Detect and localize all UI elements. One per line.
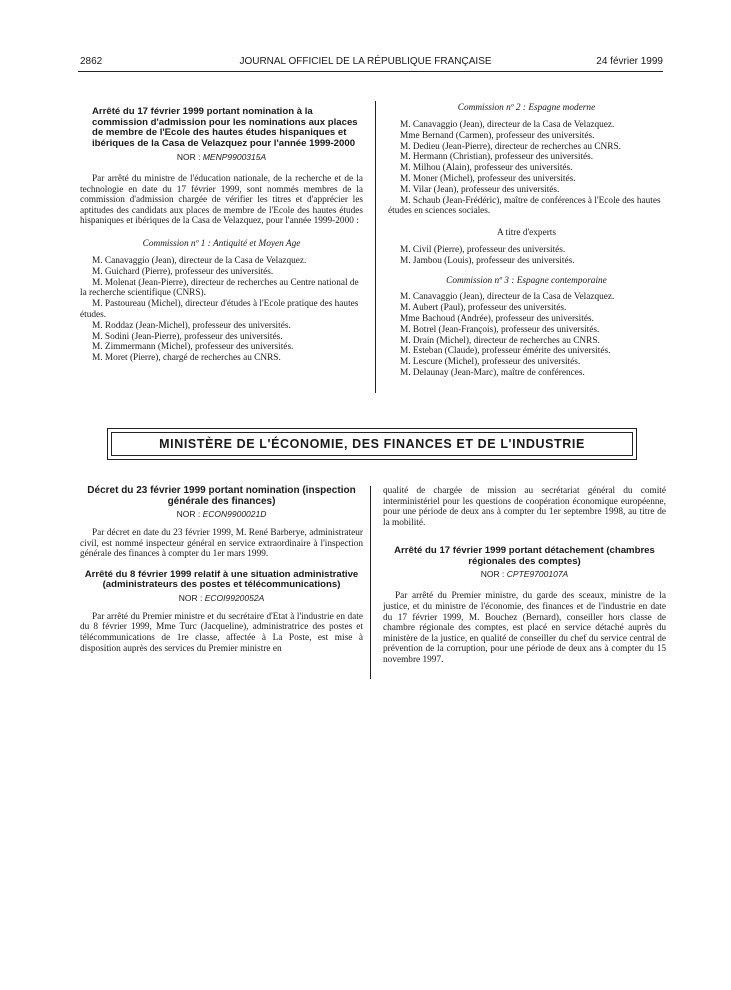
commission-2-title: Commission nº 2 : Espagne moderne xyxy=(457,103,596,113)
list-item: M. Hermann (Christian), professeur des universités. xyxy=(400,152,594,163)
list-item: M. Canavaggio (Jean), directeur de la Casa de Velazquez. xyxy=(400,292,615,303)
article-2-body: Par décret en date du 23 février 1999, M. René Barberye, administrateur civil, est nommé inspecteur général en service extraordinaire à l'inspection générale des finances à compter du 1er mars 1999. xyxy=(80,528,363,560)
list-item: Mme Bachoud (Andrée), professeur des universités. xyxy=(400,313,594,324)
experts-list xyxy=(388,245,665,267)
article-3-nor: NOR : ECOI9920052A xyxy=(178,592,265,603)
list-item: M. Civil (Pierre), professeur des universités. xyxy=(400,244,566,255)
list-item: M. Jambou (Louis), professeur des universités. xyxy=(400,255,575,266)
commission-2-list xyxy=(388,120,665,217)
list-item: M. Sodini (Jean-Pierre), professeur des universités. xyxy=(92,331,283,342)
journal-title: JOURNAL OFFICIEL DE LA RÉPUBLIQUE FRANÇAISE xyxy=(239,56,492,67)
list-item: M. Canavaggio (Jean), directeur de la Casa de Velazquez. xyxy=(400,120,615,130)
lower-left-column xyxy=(80,486,363,654)
list-item: M. Moret (Pierre), chargé de recherches au CNRS. xyxy=(92,353,281,364)
article-3-title: Arrêté du 8 février 1999 relatif à une situation administrative (administrateurs des postes et télécommunications) xyxy=(84,568,359,591)
article-2-nor: NOR : ECON9900021D xyxy=(176,509,267,519)
article-1-nor-code: MENP9900315A xyxy=(202,152,267,162)
commission-3-list xyxy=(388,292,665,378)
list-item: M. Moner (Michel), professeur des universités. xyxy=(400,173,576,184)
column-divider-top xyxy=(375,101,376,393)
list-item: M. Guichard (Pierre), professeur des universités. xyxy=(92,266,274,277)
header-rule xyxy=(78,71,663,72)
article-1-title: Arrêté du 17 février 1999 portant nomination à la commission d'admission pour les nominations aux places de membre de l'Ecole des hautes études hispaniques et ibériques de la Casa de Velazquez pour l'année 1999-2000 xyxy=(92,106,358,149)
ministry-banner xyxy=(107,428,637,460)
article-3-body-start: Par arrêté du Premier ministre et du secrétaire d'Etat à l'industrie en date du 8 février 1999, Mme Turc (Jacqueline), administratrice des postes et télécommunications de 1re classe, affectée à La Poste, est mise à disposition auprès des services du Premier ministre en xyxy=(80,611,363,654)
list-item: M. Molenat (Jean-Pierre), directeur de recherches au Centre national de la recherche scientifique (CNRS). xyxy=(80,277,359,299)
list-item: M. Canavaggio (Jean), directeur de la Casa de Velazquez. xyxy=(92,255,307,266)
article-2-nor-code: ECON9900021D xyxy=(202,509,267,519)
list-item: M. Roddaz (Jean-Michel), professeur des universités. xyxy=(92,320,291,331)
article-1-body: Par arrêté du ministre de l'éducation nationale, de la recherche et de la technologie en date du 17 février 1999, sont nommés membres de la commission d'admission chargée de vérifier les titres et d'apprécier les aptitudes des candidats aux places de membre de l'Ecole des hautes études hispaniques et ibériques de la Casa de Velazquez, pour l'année 1999-2000 : xyxy=(80,174,363,227)
article-4-body: Par arrêté du Premier ministre, du garde des sceaux, ministre de la justice, et du ministre de l'économie, des finances et de l'industrie en date du 17 février 1999, M. Bouchez (Bernard), conseiller hors classe de chambre régionale des comptes, est placé en service détaché auprès du ministère de la justice, en qualité de conseiller du chef du service central de prévention de la corruption, pour une période de deux ans à compter du 15 novembre 1997. xyxy=(383,591,666,665)
list-item: M. Delaunay (Jean-Marc), maître de conférences. xyxy=(400,367,585,378)
article-4-title: Arrêté du 17 février 1999 portant détachement (chambres régionales des comptes) xyxy=(394,545,655,567)
commission-3-title: Commission nº 3 : Espagne contemporaine xyxy=(446,276,607,287)
list-item: M. Aubert (Paul), professeur des universités. xyxy=(400,303,567,314)
ministry-title: MINISTÈRE DE L'ÉCONOMIE, DES FINANCES ET DE L'INDUSTRIE xyxy=(159,437,585,451)
list-item: M. Milhou (Alain), professeur des universités. xyxy=(400,163,573,174)
article-4-nor: NOR : CPTE9700107A xyxy=(480,569,569,580)
article-4-nor-code: CPTE9700107A xyxy=(506,569,569,580)
list-item: M. Lescure (Michel), professeur des universités. xyxy=(400,357,581,368)
list-item: M. Schaub (Jean-Frédéric), maître de conférences à l'Ecole des hautes études en sciences sociales. xyxy=(388,195,661,217)
article-2-title: Décret du 23 février 1999 portant nomination (inspection générale des finances) xyxy=(87,485,356,507)
list-item: M. Esteban (Claude), professeur émérite des universités. xyxy=(400,346,611,357)
experts-title: A titre d'experts xyxy=(497,228,556,239)
list-item: M. Dedieu (Jean-Pierre), directeur de recherches au CNRS. xyxy=(400,141,621,152)
commission-1-title: Commission nº 1 : Antiquité et Moyen Age xyxy=(142,238,301,249)
commission-1-list xyxy=(80,256,363,364)
article-3-nor-code: ECOI9920052A xyxy=(204,592,265,603)
page-number: 2862 xyxy=(80,56,103,67)
article-1-nor: NOR : MENP9900315A xyxy=(176,152,267,162)
list-item: M. Vilar (Jean), professeur des universités. xyxy=(400,184,560,195)
lower-right-column xyxy=(383,486,666,666)
issue-date: 24 février 1999 xyxy=(596,56,663,67)
list-item: Mme Bernand (Carmen), professeur des universités. xyxy=(400,130,595,141)
list-item: M. Zimmermann (Michel), professeur des universités. xyxy=(92,342,294,353)
article-1-left xyxy=(80,107,363,364)
list-item: M. Drain (Michel), directeur de recherches au CNRS. xyxy=(400,335,600,346)
list-item: M. Botrel (Jean-François), professeur des universités. xyxy=(400,324,600,335)
column-divider-bottom xyxy=(370,486,371,679)
list-item: M. Pastoureau (Michel), directeur d'études à l'Ecole pratique des hautes études. xyxy=(80,299,359,320)
article-1-right xyxy=(388,103,665,379)
article-3-body-end: qualité de chargée de mission au secrétariat général du comité interministériel pour les questions de coopération économique européenne, pour une période de deux ans à compter du 1er septembre 1998, au titre de la mobilité. xyxy=(383,486,666,528)
